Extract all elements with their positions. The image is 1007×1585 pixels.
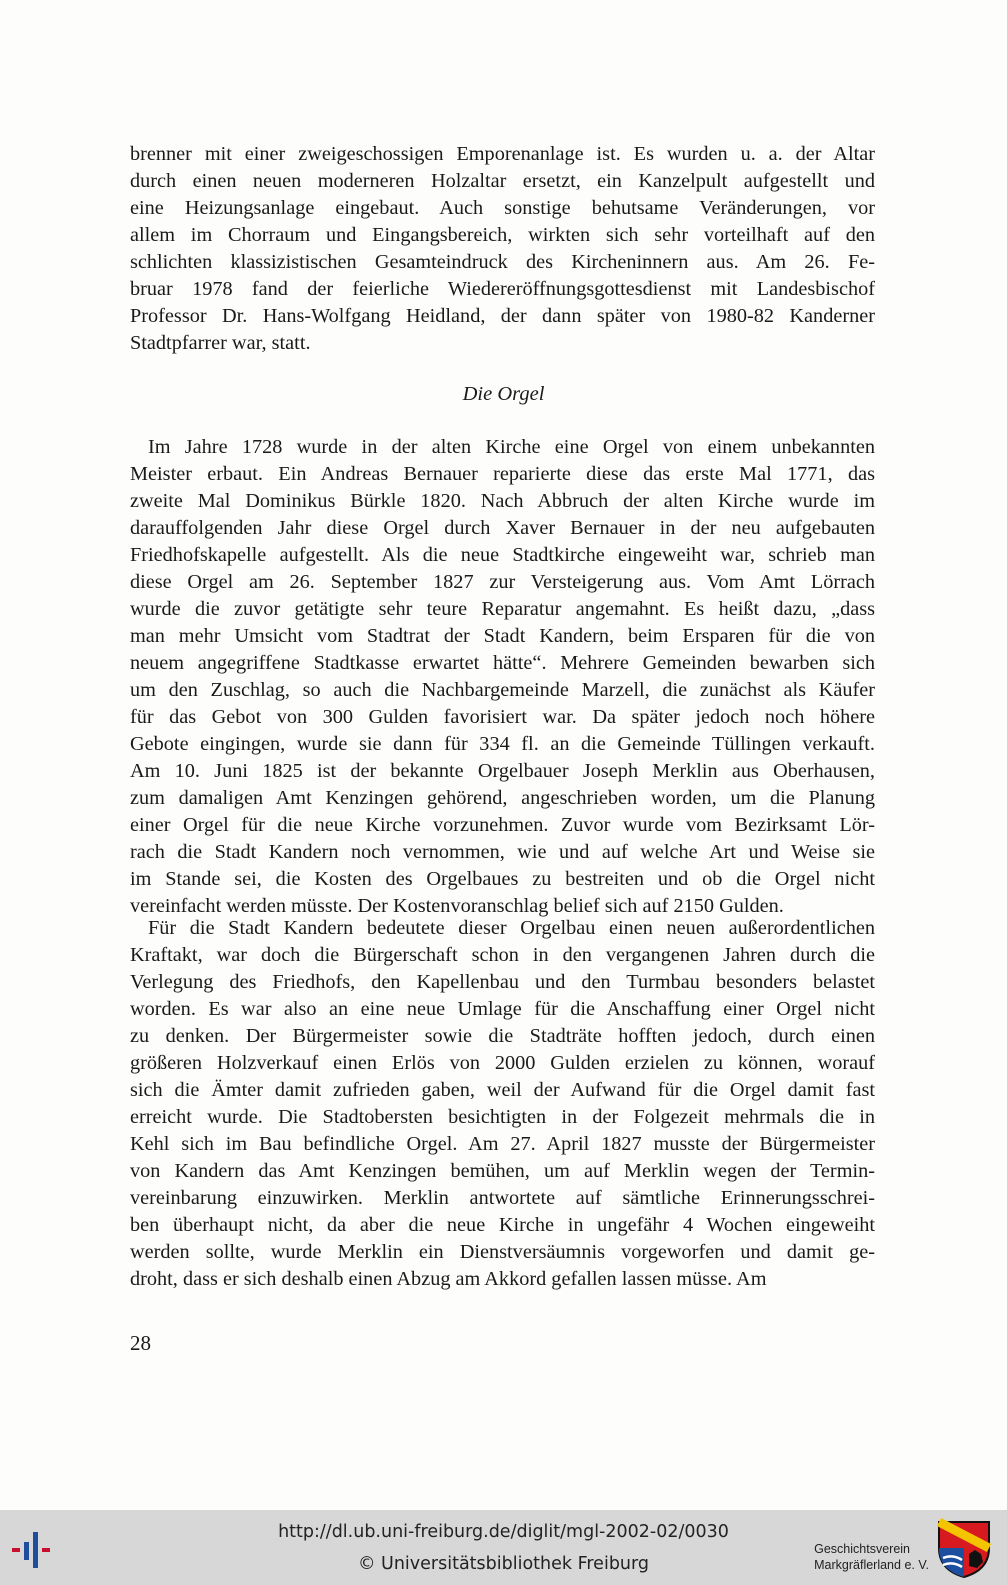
text-line: Im Jahre 1728 wurde in der alten Kirche eine Orgel von einem unbekannten <box>148 436 875 458</box>
text-line: droht, dass er sich deshalb einen Abzug am Akkord gefallen lassen müsse. Am <box>130 1268 767 1290</box>
text-line: erreicht wurde. Die Stadtobersten besichtigten in der Folgezeit mehrmals die in <box>130 1106 875 1128</box>
text-line: rach die Stadt Kandern noch vernommen, wie und auf welche Art und Weise sie <box>130 841 875 863</box>
text-line: schlichten klassizistischen Gesamteindruck des Kircheninnern aus. Am 26. Fe- <box>130 251 875 273</box>
text-line: bruar 1978 fand der feierliche Wiedereröffnungsgottesdienst mit Landesbischof <box>130 278 875 300</box>
text-line: Kehl sich im Bau befindliche Orgel. Am 27. April 1827 musste der Bürgermeister <box>130 1133 875 1155</box>
text-line: darauffolgenden Jahr diese Orgel durch Xaver Bernauer in der neu aufgebauten <box>130 517 875 539</box>
viewer-footer <box>0 1510 1007 1585</box>
text-line: Professor Dr. Hans-Wolfgang Heidland, der dann später von 1980-82 Kanderner <box>130 305 875 327</box>
text-line: diese Orgel am 26. September 1827 zur Versteigerung aus. Vom Amt Lörrach <box>130 571 875 593</box>
text-line: neuem angegriffene Stadtkasse erwartet hätte“. Mehrere Gemeinden bewarben sich <box>130 652 875 674</box>
copyright-text: © Universitätsbibliothek Freiburg <box>357 1554 650 1574</box>
text-line: vereinfacht werden müsste. Der Kostenvoranschlag belief sich auf 2150 Gulden. <box>130 895 784 917</box>
text-line: Meister erbaut. Ein Andreas Bernauer reparierte diese das erste Mal 1771, das <box>130 463 875 485</box>
text-line: brenner mit einer zweigeschossigen Emporenanlage ist. Es wurden u. a. der Altar <box>130 143 875 165</box>
orgel-paragraph-1 <box>130 434 875 920</box>
text-line: durch einen neuen moderneren Holzaltar ersetzt, ein Kanzelpult aufgestellt und <box>130 170 875 192</box>
text-line: um den Zuschlag, so auch die Nachbargemeinde Marzell, die zunächst als Käufer <box>130 679 875 701</box>
text-line: Für die Stadt Kandern bedeutete dieser Orgelbau einen neuen außerordentlichen <box>148 917 875 939</box>
text-line: Gebote eingingen, wurde sie dann für 334 fl. an die Gemeinde Tüllingen verkauft. <box>130 733 875 755</box>
intro-paragraph <box>130 141 875 357</box>
orgel-paragraph-2 <box>130 915 875 1293</box>
text-line: Friedhofskapelle aufgestellt. Als die neue Stadtkirche eingeweiht war, schrieb man <box>130 544 875 566</box>
text-line: sich die Ämter damit zufrieden gaben, weil der Aufwand für die Orgel damit fast <box>130 1079 875 1101</box>
text-line: Stadtpfarrer war, statt. <box>130 332 311 354</box>
permalink-url[interactable]: http://dl.ub.uni-freiburg.de/diglit/mgl-2002-02/0030 <box>278 1522 729 1542</box>
markgraeflerland-crest-icon <box>935 1518 993 1580</box>
page-number: 28 <box>130 1331 151 1355</box>
text-line: ben überhaupt nicht, da aber die neue Kirche in ungefähr 4 Wochen eingeweiht <box>130 1214 875 1236</box>
text-line: zum damaligen Amt Kenzingen gehörend, angeschrieben worden, um die Planung <box>130 787 875 809</box>
section-heading: Die Orgel <box>462 383 545 405</box>
text-line: für das Gebot von 300 Gulden favorisiert war. Da später jedoch noch höhere <box>130 706 875 728</box>
text-line: von Kandern das Amt Kenzingen bemühen, um auf Merklin wegen der Termin- <box>130 1160 875 1182</box>
text-line: man mehr Umsicht vom Stadtrat der Stadt Kandern, beim Ersparen für die von <box>130 625 875 647</box>
text-line: vereinbarung einzuwirken. Merklin antwortete auf sämtliche Erinnerungsschrei- <box>130 1187 875 1209</box>
society-name <box>814 1541 929 1573</box>
text-line: zweite Mal Dominikus Bürkle 1820. Nach Abbruch der alten Kirche wurde im <box>130 490 875 512</box>
text-line: wurde die zuvor getätigte sehr teure Reparatur angemahnt. Es heißt dazu, „dass <box>130 598 875 620</box>
society-name-line1: Geschichtsverein <box>814 1542 910 1556</box>
text-line: werden sollte, wurde Merklin ein Dienstversäumnis vorgeworfen und damit ge- <box>130 1241 875 1263</box>
text-line: Kraftakt, war doch die Bürgerschaft schon in den vergangenen Jahren durch die <box>130 944 875 966</box>
text-line: eine Heizungsanlage eingebaut. Auch sonstige behutsame Veränderungen, vor <box>130 197 875 219</box>
text-line: worden. Es war also an eine neue Umlage für die Anschaffung einer Orgel nicht <box>130 998 875 1020</box>
text-line: zu denken. Der Bürgermeister sowie die Stadträte hofften jedoch, durch einen <box>130 1025 875 1047</box>
text-line: größeren Holzverkauf einen Erlös von 2000 Gulden erzielen zu können, worauf <box>130 1052 875 1074</box>
text-line: Am 10. Juni 1825 ist der bekannte Orgelbauer Joseph Merklin aus Oberhausen, <box>130 760 875 782</box>
text-line: im Stande sei, die Kosten des Orgelbaues zu bestreiten und ob die Orgel nicht <box>130 868 875 890</box>
text-line: Verlegung des Friedhofs, den Kapellenbau und den Turmbau besonders belastet <box>130 971 875 993</box>
text-line: allem im Chorraum und Eingangsbereich, wirkten sich sehr vorteilhaft auf den <box>130 224 875 246</box>
text-line: einer Orgel für die neue Kirche vorzunehmen. Zuvor wurde vom Bezirksamt Lör- <box>130 814 875 836</box>
society-name-line2: Markgräflerland e. V. <box>814 1558 929 1572</box>
